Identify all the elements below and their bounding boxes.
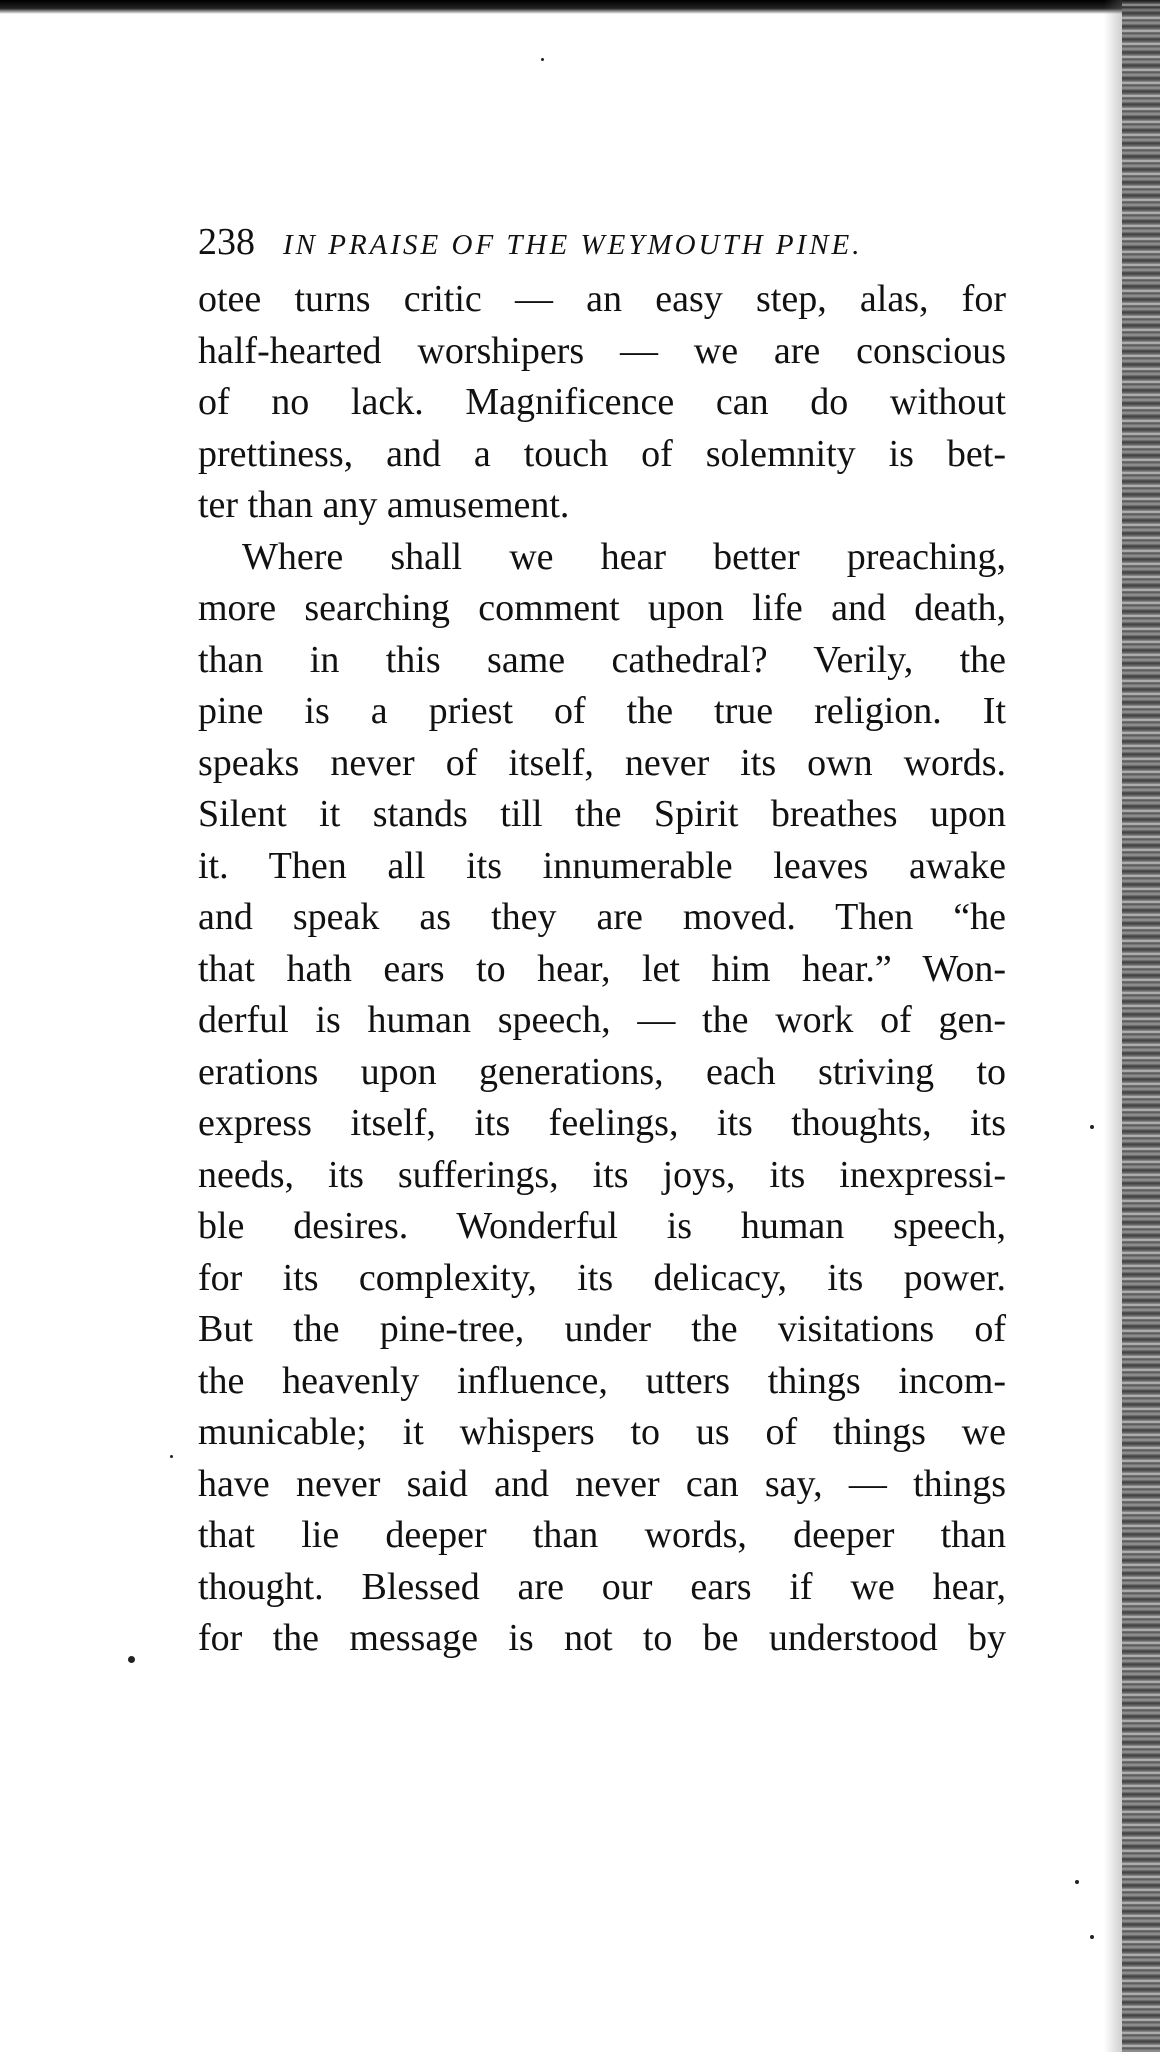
- text-line: But the pine-tree, under the visitations of: [198, 1308, 1006, 1350]
- text-line: and speak as they are moved. Then “he: [198, 896, 1006, 938]
- text-line: that hath ears to hear, let him hear.” Won-: [198, 947, 1006, 990]
- text-line: municable; it whispers to us of things we: [198, 1411, 1006, 1453]
- text-line: otee turns critic — an easy step, alas, for: [198, 278, 1006, 320]
- scan-speck: [1090, 1125, 1094, 1129]
- text-line: erations upon generations, each striving to: [198, 1050, 1006, 1093]
- text-line: ter than any amusement.: [198, 484, 570, 526]
- text-line: Silent it stands till the Spirit breathes upon: [198, 793, 1006, 835]
- text-line: than in this same cathedral? Verily, the: [198, 638, 1006, 681]
- text-line: of no lack. Magnificence can do without: [198, 381, 1006, 423]
- top-scan-edge: [0, 0, 1160, 14]
- text-line: thought. Blessed are our ears if we hear,: [198, 1565, 1006, 1608]
- text-line: that lie deeper than words, deeper than: [198, 1514, 1006, 1556]
- text-line: express itself, its feelings, its thoughts, its: [198, 1102, 1006, 1144]
- scan-speck: [541, 58, 544, 61]
- scan-speck: [170, 1455, 173, 1458]
- scan-speck: [1075, 1880, 1079, 1884]
- running-head-title: IN PRAISE OF THE WEYMOUTH PINE.: [283, 229, 863, 261]
- text-line: for its complexity, its delicacy, its power.: [198, 1256, 1006, 1299]
- book-page: [198, 220, 1006, 1665]
- text-line: for the message is not to be understood by: [198, 1617, 1006, 1659]
- text-line: prettiness, and a touch of solemnity is bet-: [198, 432, 1006, 475]
- text-line: half-hearted worshipers — we are conscious: [198, 329, 1006, 372]
- scan-speck: [1090, 1935, 1094, 1939]
- text-line: have never said and never can say, — things: [198, 1462, 1006, 1505]
- paragraph-1: [198, 274, 1006, 532]
- text-line: more searching comment upon life and death,: [198, 587, 1006, 629]
- text-line: ble desires. Wonderful is human speech,: [198, 1205, 1006, 1247]
- text-line: the heavenly influence, utters things incom-: [198, 1359, 1006, 1402]
- right-scan-edge: [1122, 0, 1160, 2052]
- text-line: pine is a priest of the true religion. It: [198, 690, 1006, 732]
- running-head: [198, 220, 1006, 268]
- text-line: it. Then all its innumerable leaves awake: [198, 844, 1006, 887]
- scan-speck: [128, 1656, 135, 1663]
- text-line: speaks never of itself, never its own words.: [198, 741, 1006, 784]
- text-line: needs, its sufferings, its joys, its inexpressi-: [198, 1153, 1006, 1196]
- text-line: Where shall we hear better preaching,: [242, 535, 1006, 578]
- spine-shadow: [1104, 0, 1122, 2052]
- paragraph-2: [198, 532, 1006, 1665]
- page-number: 238: [198, 221, 255, 263]
- text-line: derful is human speech, — the work of gen-: [198, 999, 1006, 1041]
